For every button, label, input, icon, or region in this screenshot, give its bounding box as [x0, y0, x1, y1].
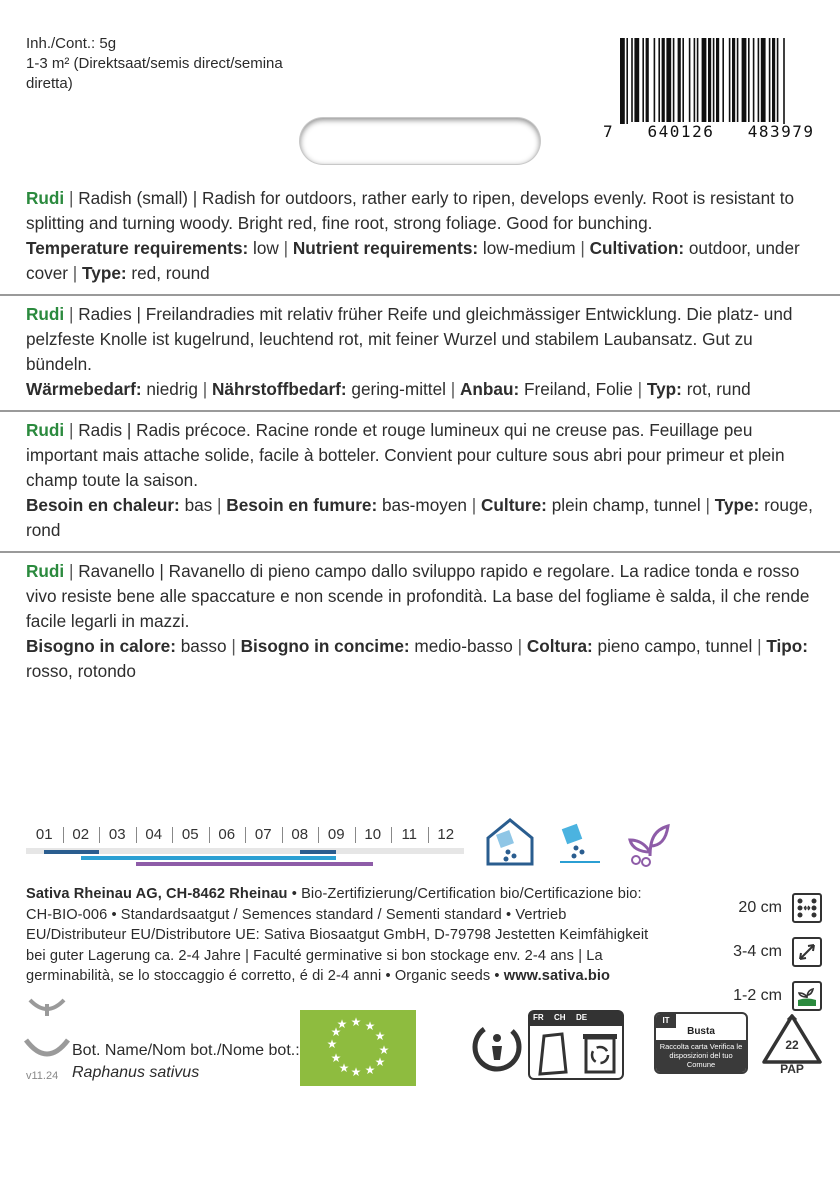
area-line: 1-3 m² (Direktsaat/semis direct/semina diretta)	[26, 55, 283, 92]
germination-info: Keimfähigkeit bei guter Lagerung ca. 2-4 Jahre | Faculté germinative si bon stockage env. 2-4 ans | La germinabilità, se lo stoccaggio é corretto, é di 2-4 anni • Organic seeds •	[26, 927, 649, 984]
attribute-value: niedrig	[146, 379, 198, 399]
calendar-month: 06	[209, 826, 246, 844]
row-spacing-icon	[792, 893, 822, 923]
sowing-outdoor-icon	[554, 816, 606, 868]
calendar-month: 03	[99, 826, 136, 844]
svg-text:★: ★	[326, 1037, 338, 1051]
svg-text:★: ★	[364, 1063, 376, 1077]
description-block: Rudi | Radis | Radis précoce. Racine ronde et rouge lumineux qui ne creuse pas. Feuillage peu important mais attache solide, facile à botteler. Convient pour culture sous abri pour primeur et plein champ toute la saison. Besoin en chaleur: bas | Besoin en fumure: bas-moyen | Culture: plein champ, tunnel | Type: rouge, rond	[0, 412, 840, 553]
company-name: Sativa Rheinau AG, CH-8462 Rheinau	[26, 886, 288, 902]
svg-text:★: ★	[330, 1025, 342, 1039]
attribute-label: Coltura:	[526, 636, 593, 656]
calendar-month: 10	[355, 826, 392, 844]
calendar-bars	[26, 846, 464, 872]
attribute-label: Type:	[714, 495, 760, 515]
attribute-label: Anbau:	[459, 379, 520, 399]
barcode-bars	[606, 38, 818, 124]
attribute-value: low	[253, 238, 279, 258]
sowing-depth-icon	[792, 981, 822, 1011]
pap-recycling-symbol	[760, 1012, 824, 1078]
descriptions	[0, 182, 840, 692]
attribute-value: outdoor, under cover	[26, 238, 800, 283]
spacing-info	[700, 886, 822, 1018]
busta-country: IT	[656, 1014, 676, 1028]
eu-organic-leaf-icon	[300, 1010, 416, 1086]
calendar-bar-sowing-indoor	[44, 850, 99, 854]
svg-text:★: ★	[350, 1065, 362, 1079]
company-info	[26, 884, 666, 987]
description-block: Rudi | Radies | Freilandradies mit relativ früher Reife und gleichmässiger Entwicklung. Die platz- und pelzfeste Knolle ist kugelrund, leuchtend rot, mit feiner Wurzel und stabilem Laubansatz. Gut zu bündeln. Wärmebedarf: niedrig | Nährstoffbedarf: gering-mittel | Anbau: Freiland, Folie | Typ: rot, rund	[0, 296, 840, 412]
recycle-code-de: DE	[576, 1013, 588, 1022]
attribute-label: Bisogno in calore:	[26, 636, 176, 656]
content-line: Inh./Cont.: 5g	[26, 35, 117, 52]
attribute-label: Besoin en chaleur:	[26, 495, 180, 515]
calendar-month: 11	[391, 826, 428, 844]
recycle-code-fr: FR	[533, 1013, 544, 1022]
svg-text:★: ★	[378, 1043, 390, 1057]
variety-name: Rudi	[26, 188, 65, 208]
attribute-label: Cultivation:	[589, 238, 685, 258]
description-text: Radies | Freilandradies mit relativ früher Reife und gleichmässiger Entwicklung. Die platz- und pelzfeste Knolle ist kugelrund, leuchtend rot, mit feiner Wurzel und stabilem Laubansatz. Gut zu bündeln.	[26, 304, 793, 374]
sowing-indoor-icon	[484, 816, 536, 868]
attribute-value: rouge, rond	[26, 495, 813, 540]
attribute-line: Temperature requirements: low | Nutrient requirements: low-medium | Cultivation: outdoor, under cover | Type: red, round	[26, 238, 800, 283]
variety-name: Rudi	[26, 304, 65, 324]
eu-organic-logo	[300, 1010, 416, 1086]
attribute-value: bas-moyen	[381, 495, 467, 515]
triman-icon	[470, 1020, 524, 1074]
packet-meta	[26, 34, 316, 94]
plant-spacing-icon	[792, 937, 822, 967]
attribute-label: Wärmebedarf:	[26, 379, 142, 399]
attribute-label: Bisogno in concime:	[240, 636, 410, 656]
paper-bag-icon	[538, 1032, 568, 1076]
growing-calendar	[26, 826, 464, 872]
attribute-label: Type:	[82, 263, 127, 283]
spacing-row	[700, 930, 822, 974]
recycling-bin-icon	[580, 1030, 620, 1076]
spacing-row	[700, 886, 822, 930]
attribute-value: gering-mittel	[351, 379, 446, 399]
row-spacing-value: 20 cm	[738, 899, 782, 916]
pap-label: PAP	[780, 1062, 804, 1076]
variety-name: Rudi	[26, 420, 65, 440]
botanical-name	[72, 1040, 300, 1084]
busta-body: Raccolta carta Verifica le disposizioni del tuo Comune	[656, 1040, 746, 1074]
svg-text:★: ★	[374, 1055, 386, 1069]
attribute-label: Temperature requirements:	[26, 238, 249, 258]
description-text: Radis | Radis précoce. Racine ronde et rouge lumineux qui ne creuse pas. Feuillage peu important mais attache solide, facile à botteler. Convient pour culture sous abri pour primeur et plein champ toute la saison.	[26, 420, 785, 490]
calendar-month: 08	[282, 826, 319, 844]
description-text: Ravanello | Ravanello di pieno campo dallo sviluppo rapido e regolare. La radice tonda e rosso vivo resiste bene alle spaccature e non scende in profondità. La base del fogliame è salda, il che rende facile legarli in mazzi.	[26, 561, 810, 631]
attribute-value: plein champ, tunnel	[551, 495, 701, 515]
calendar-bar-sowing-indoor	[300, 850, 337, 854]
calendar-month: 02	[63, 826, 100, 844]
calendar-bar-sowing-outdoor	[81, 856, 337, 860]
attribute-label: Nutrient requirements:	[292, 238, 479, 258]
svg-text:★: ★	[350, 1015, 362, 1029]
attribute-value: low-medium	[482, 238, 576, 258]
attribute-label: Culture:	[481, 495, 547, 515]
attribute-value: rosso, rotondo	[26, 661, 136, 681]
svg-text:★: ★	[336, 1017, 348, 1031]
calendar-months	[26, 826, 464, 844]
calendar-icons	[484, 816, 674, 872]
svg-text:★: ★	[330, 1051, 342, 1065]
attribute-value: basso	[180, 636, 227, 656]
calendar-month: 05	[172, 826, 209, 844]
calendar-bar-harvest	[136, 862, 373, 866]
attribute-line: Bisogno in calore: basso | Bisogno in concime: medio-basso | Coltura: pieno campo, tunnel | Tipo: rosso, rotondo	[26, 636, 809, 681]
attribute-label: Tipo:	[766, 636, 809, 656]
calendar-month: 09	[318, 826, 355, 844]
attribute-value: medio-basso	[414, 636, 513, 656]
calendar-month: 07	[245, 826, 282, 844]
calendar-month: 04	[136, 826, 173, 844]
svg-text:★: ★	[374, 1029, 386, 1043]
barcode-digits: 7 640126 483979	[603, 122, 815, 141]
attribute-value: Freiland, Folie	[523, 379, 633, 399]
botanical-label: Bot. Name/Nom bot./Nome bot.:	[72, 1042, 300, 1059]
attribute-line: Wärmebedarf: niedrig | Nährstoffbedarf: gering-mittel | Anbau: Freiland, Folie | Typ: rot, rund	[26, 379, 751, 399]
attribute-value: bas	[184, 495, 213, 515]
calendar-month: 01	[35, 826, 53, 843]
harvest-icon	[624, 816, 676, 868]
calendar-month: 12	[428, 826, 465, 844]
description-block: Rudi | Ravanello | Ravanello di pieno campo dallo sviluppo rapido e regolare. La radice tonda e rosso vivo resiste bene alle spaccature e non scende in profondità. La base del fogliame è salda, il che rende facile legarli in mazzi. Bisogno in calore: basso | Bisogno in concime: medio-basso | Coltura: pieno campo, tunnel | Tipo: rosso, rotondo	[0, 553, 840, 692]
recycling-info-box	[528, 1010, 624, 1080]
recycle-code-ch: CH	[554, 1013, 566, 1022]
svg-text:★: ★	[364, 1019, 376, 1033]
attribute-label: Typ:	[646, 379, 682, 399]
hanger-slot	[300, 118, 540, 164]
attribute-label: Nährstoffbedarf:	[211, 379, 347, 399]
attribute-value: red, round	[131, 263, 210, 283]
busta-disposal-label	[654, 1012, 748, 1074]
version-label: v11.24	[26, 1070, 59, 1082]
attribute-value: rot, rund	[686, 379, 751, 399]
sowing-depth-value: 1-2 cm	[733, 987, 782, 1004]
website-link: www.sativa.bio	[503, 968, 611, 984]
plant-spacing-value: 3-4 cm	[733, 943, 782, 960]
attribute-line: Besoin en chaleur: bas | Besoin en fumure: bas-moyen | Culture: plein champ, tunnel | Type: rouge, rond	[26, 495, 813, 540]
svg-text:★: ★	[338, 1061, 350, 1075]
description-text: Radish (small) | Radish for outdoors, rather early to ripen, develops evenly. Root is resistant to splitting and turning woody. Bright red, fine root, strong foliage. Good for bunching.	[26, 188, 795, 233]
description-block: Rudi | Radish (small) | Radish for outdoors, rather early to ripen, develops evenly. Root is resistant to splitting and turning woody. Bright red, fine root, strong foliage. Good for bunching. Temperature requirements: low | Nutrient requirements: low-medium | Cultivation: outdoor, under cover | Type: red, round	[0, 182, 840, 296]
busta-title: Busta	[687, 1026, 715, 1037]
botanical-latin: Raphanus sativus	[72, 1064, 200, 1081]
attribute-label: Besoin en fumure:	[226, 495, 378, 515]
variety-name: Rudi	[26, 561, 65, 581]
attribute-value: pieno campo, tunnel	[597, 636, 753, 656]
company-certification: • Bio-Zertifizierung/Certification bio/Certificazione bio: CH-BIO-006 • Standardsaatgut / Semences standard / Sementi standard • Vertrieb EU/Distributeur EU/Distributore UE: Sativa Biosaatgut GmbH, D-79798 Jestetten	[26, 886, 642, 943]
pap-number: 22	[785, 1038, 799, 1052]
sativa-logo	[24, 996, 70, 1080]
